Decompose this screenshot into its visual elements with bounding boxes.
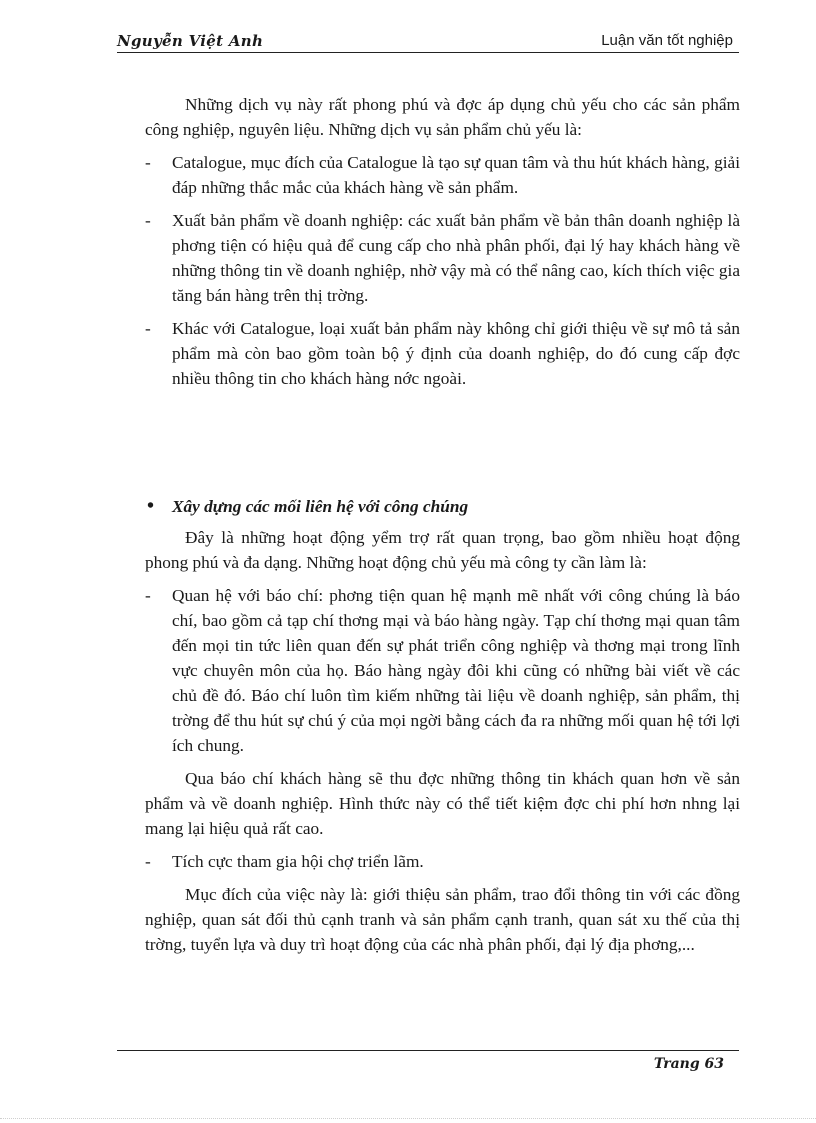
- list-item: [145, 316, 740, 391]
- page-header: [117, 30, 739, 53]
- list-item: [145, 150, 740, 200]
- list-item-text: Catalogue, mục đích của Catalogue là tạo sự quan tâm và thu hút khách hàng, giải đáp những thắc mắc của khách hàng về sản phẩm.: [172, 153, 740, 197]
- section-heading-text: Xây dựng các mối liên hệ với công chúng: [172, 497, 469, 516]
- page-body: [145, 92, 740, 965]
- list-item-text: Khác với Catalogue, loại xuất bản phẩm này không chỉ giới thiệu về sự mô tả sản phẩm mà còn bao gồm toàn bộ ý định của doanh nghiệp, do đó cung cấp đợc nhiều thông tin cho khách hàng nớc ngoài.: [172, 319, 740, 388]
- intro-paragraph: Những dịch vụ này rất phong phú và đợc áp dụng chủ yếu cho các sản phẩm công nghiệp, nguyên liệu. Những dịch vụ sản phẩm chủ yếu là:: [145, 95, 740, 139]
- section-gap: [145, 399, 740, 494]
- page-edge-dots: [0, 1118, 816, 1119]
- list-item-text: Xuất bản phẩm về doanh nghiệp: các xuất bản phẩm về bản thân doanh nghiệp là phơng tiện có hiệu quả để cung cấp cho nhà phân phối, đại lý hay khách hàng về những thông tin về doanh nghiệp, nhờ vậy mà có thể nâng cao, kích thích việc gia tăng bán hàng trên thị trờng.: [172, 211, 740, 305]
- body-paragraph: Đây là những hoạt động yểm trợ rất quan trọng, bao gồm nhiều hoạt động phong phú và đa dạng. Những hoạt động chủ yếu mà công ty cần làm là:: [145, 528, 740, 572]
- body-paragraph: Qua báo chí khách hàng sẽ thu đợc những thông tin khách quan hơn về sản phẩm và về doanh nghiệp. Hình thức này có thể tiết kiệm đợc chi phí hơn nhng lại mang lại hiệu quả rất cao.: [145, 769, 740, 838]
- list-dash: -: [145, 319, 151, 338]
- list-item: [145, 849, 740, 874]
- section-heading: [145, 494, 740, 519]
- page-number: Trang 63: [653, 1056, 724, 1072]
- footer-divider: [117, 1050, 739, 1051]
- author-name: Nguyễn Việt Anh: [117, 32, 264, 50]
- list-dash: -: [145, 852, 151, 871]
- document-title: Luận văn tốt nghiệp: [601, 32, 733, 49]
- list-dash: -: [145, 211, 151, 230]
- list-item: [145, 208, 740, 308]
- bullet-icon: •: [147, 495, 155, 517]
- list-dash: -: [145, 586, 151, 605]
- list-item-text: Quan hệ với báo chí: phơng tiện quan hệ mạnh mẽ nhất với công chúng là báo chí, bao gồm cả tạp chí thơng mại và báo hàng ngày. Tạp chí thơng mại quan tâm đến mọi tin tức liên quan đến sự phát triển công nghiệp và thơng mại trong lĩnh vực chuyên môn của họ. Báo hàng ngày đôi khi cũng có những bài viết về các chủ đề đó. Báo chí luôn tìm kiếm những tài liệu về doanh nghiệp, sản phẩm, thị trờng để thu hút sự chú ý của mọi ngời bằng cách đa ra những mối quan hệ tới lợi ích chung.: [172, 586, 740, 755]
- list-item-text: Tích cực tham gia hội chợ triển lãm.: [172, 852, 424, 871]
- body-paragraph: Mục đích của việc này là: giới thiệu sản phẩm, trao đổi thông tin với các đồng nghiệp, quan sát đối thủ cạnh tranh và sản phẩm cạnh tranh, quan sát xu thế của thị trờng, tuyển lựa và duy trì hoạt động của các nhà phân phối, đại lý địa phơng,...: [145, 885, 740, 954]
- list-item: [145, 583, 740, 758]
- list-dash: -: [145, 153, 151, 172]
